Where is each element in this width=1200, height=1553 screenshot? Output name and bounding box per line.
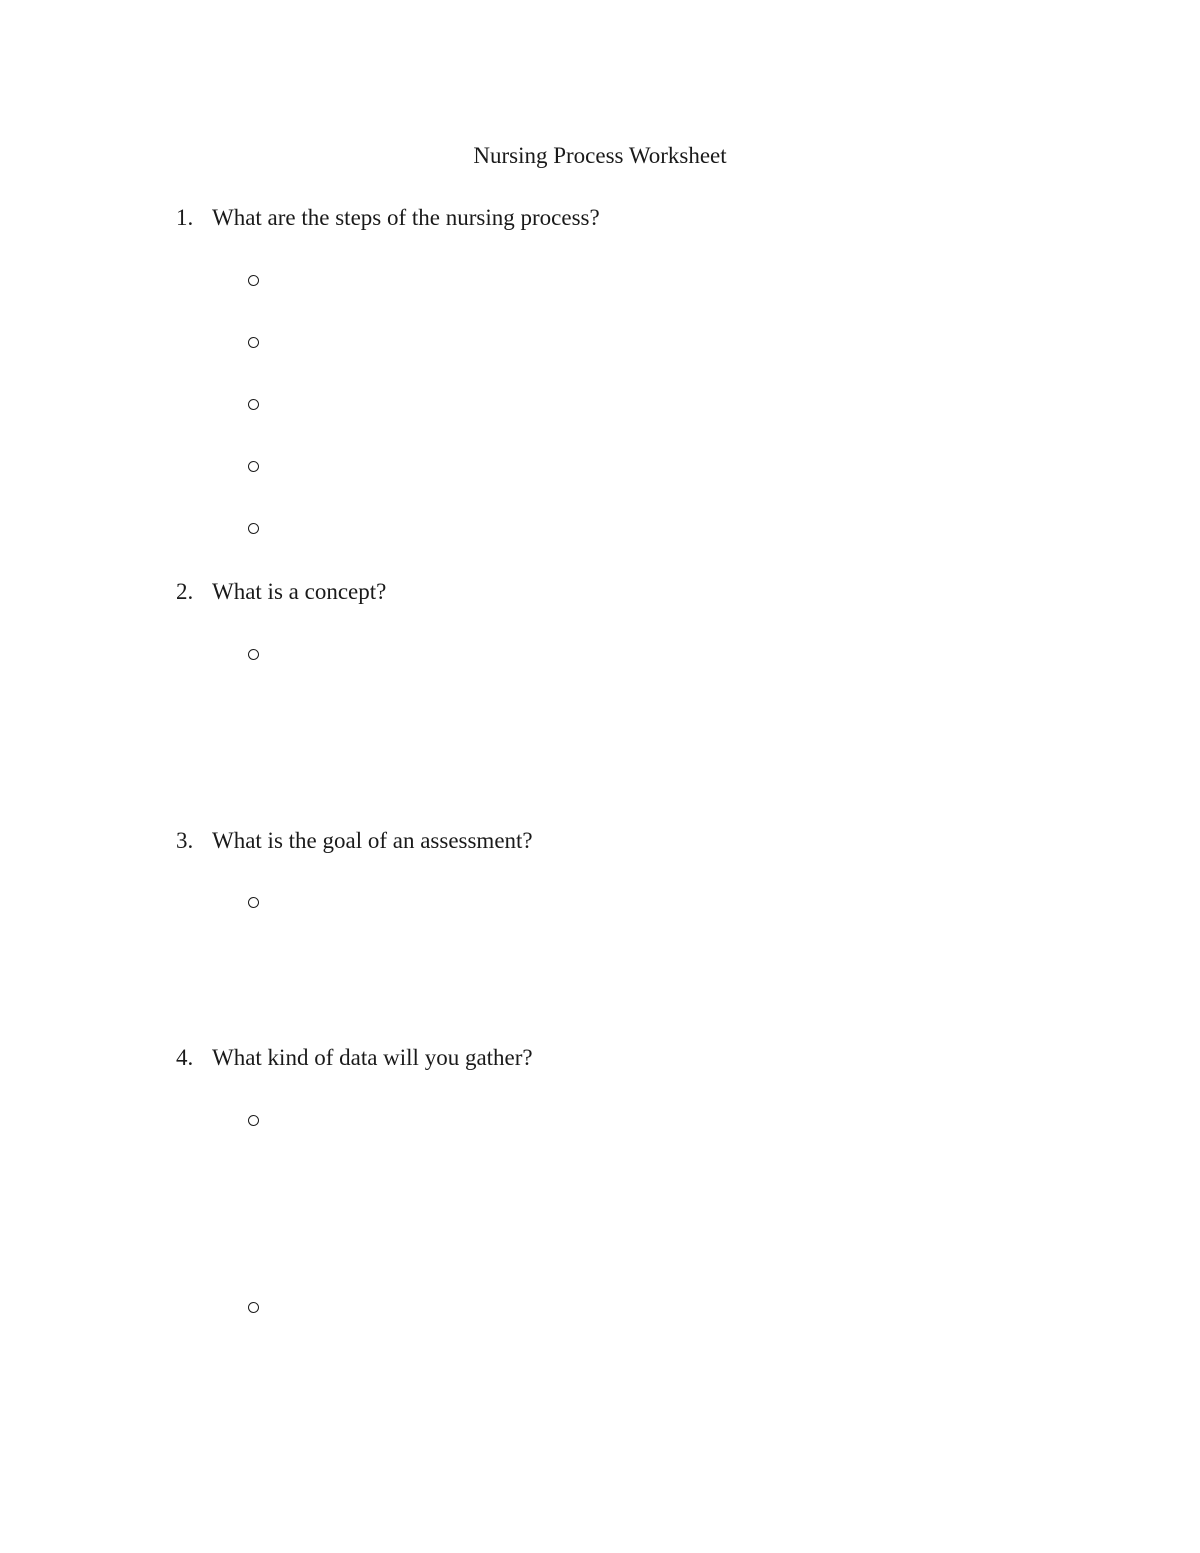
answer-bullet-icon (248, 275, 259, 286)
answer-bullet-icon (248, 399, 259, 410)
question-number: 4. (176, 1045, 194, 1070)
question-4 (176, 1042, 533, 1074)
question-number: 2. (176, 579, 194, 604)
answer-bullet-icon (248, 1302, 259, 1313)
answer-bullet-icon (248, 337, 259, 348)
question-3 (176, 825, 533, 857)
page-title: Nursing Process Worksheet (473, 143, 727, 168)
answer-bullet-icon (248, 1115, 259, 1126)
question-number: 3. (176, 828, 194, 853)
question-text: What are the steps of the nursing process? (212, 205, 600, 230)
question-number: 1. (176, 205, 194, 230)
question-text: What is the goal of an assessment? (212, 828, 533, 853)
question-2 (176, 576, 386, 608)
answer-bullet-icon (248, 649, 259, 660)
answer-bullet-icon (248, 897, 259, 908)
answer-bullet-icon (248, 523, 259, 534)
question-text: What kind of data will you gather? (212, 1045, 533, 1070)
answer-bullet-icon (248, 461, 259, 472)
question-1 (176, 202, 600, 234)
question-text: What is a concept? (212, 579, 387, 604)
